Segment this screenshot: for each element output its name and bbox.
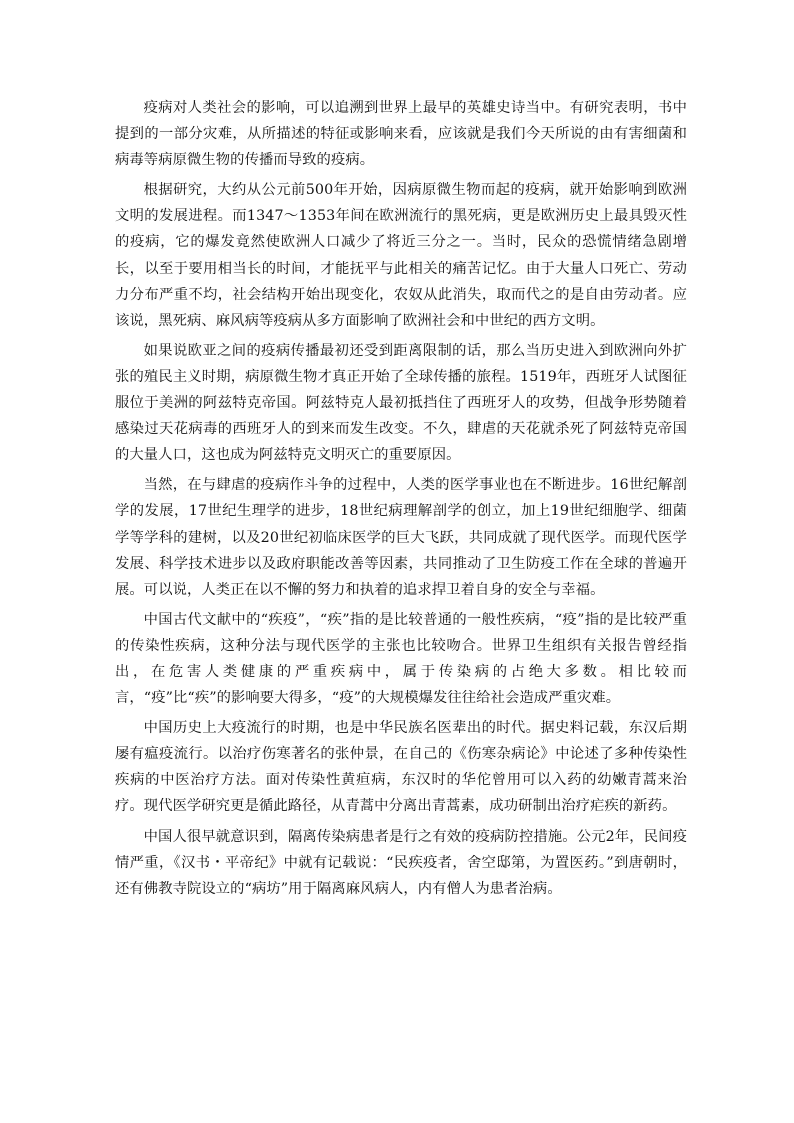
paragraph-3: 如果说欧亚之间的疫病传播最初还受到距离限制的话，那么当历史进入到欧洲向外扩张的殖民主义时期，病原微生物才真正开始了全球传播的旅程。1519年，西班牙人试图征服位于美洲的阿兹特克帝国。阿兹特克人最初抵挡住了西班牙人的攻势，但战争形势随着感染过天花病毒的西班牙人的到来而发生改变。不久，肆虐的天花就杀死了阿兹特克帝国的大量人口，这也成为阿兹特克文明灭亡的重要原因。: [115, 342, 687, 464]
paragraph-7: 中国人很早就意识到，隔离传染病患者是行之有效的疫病防控措施。公元2年，民间疫情严重，《汉书・平帝纪》中就有记载说：“民疾疫者，舍空邸第，为置医药。”到唐朝时，还有佛教寺院设立的“病坊”用于隔离麻风病人，内有僧人为患者治病。: [115, 828, 687, 897]
paragraph-5: 中国古代文献中的“疾疫”，“疾”指的是比较普通的一般性疾病，“疫”指的是比较严重的传染性疾病，这种分法与现代医学的主张也比较吻合。世界卫生组织有关报告曾经指出，在危害人类健康的严重疾病中，属于传染病的占绝大多数。相比较而言，“疫”比“疾”的影响要大得多，“疫”的大规模爆发往往给社会造成严重灾难。: [115, 611, 687, 707]
paragraph-6: 中国历史上大疫流行的时期，也是中华民族名医辈出的时代。据史料记载，东汉后期屡有瘟疫流行。以治疗伤寒著名的张仲景，在自己的《伤寒杂病论》中论述了多种传染性疾病的中医治疗方法。面对传染性黄疸病，东汉时的华佗曾用可以入药的幼嫩青蒿来治疗。现代医学研究更是循此路径，从青蒿中分离出青蒿素，成功研制出治疗疟疾的新药。: [115, 720, 687, 815]
paragraph-1: 疫病对人类社会的影响，可以追溯到世界上最早的英雄史诗当中。有研究表明，书中提到的一部分灾难，从所描述的特征或影响来看，应该就是我们今天所说的由有害细菌和病毒等病原微生物的传播而导致的疫病。: [115, 100, 687, 169]
paragraph-4: 当然，在与肆虐的疫病作斗争的过程中，人类的医学事业也在不断进步。16世纪解剖学的发展，17世纪生理学的进步，18世纪病理解剖学的创立，加上19世纪细胞学、细菌学等学科的建树，以及20世纪初临床医学的巨大飞跃，共同成就了现代医学。而现代医学发展、科学技术进步以及政府职能改善等因素，共同推动了卫生防疫工作在全球的普遍开展。可以说，人类正在以不懈的努力和执着的追求捍卫着自身的安全与幸福。: [115, 477, 687, 598]
document-body: [115, 95, 687, 906]
paragraph-2: 根据研究，大约从公元前500年开始，因病原微生物而起的疫病，就开始影响到欧洲文明的发展进程。而1347〜1353年间在欧洲流行的黑死病，更是欧洲历史上最具毁灭性的疫病，它的爆发竟然使欧洲人口减少了将近三分之一。当时，民众的恐慌情绪急剧增长，以至于要用相当长的时间，才能抚平与此相关的痛苦记忆。由于大量人口死亡、劳动力分布严重不均，社会结构开始出现变化，农奴从此消失，取而代之的是自由劳动者。应该说，黑死病、麻风病等疫病从多方面影响了欧洲社会和中世纪的西方文明。: [115, 182, 687, 329]
